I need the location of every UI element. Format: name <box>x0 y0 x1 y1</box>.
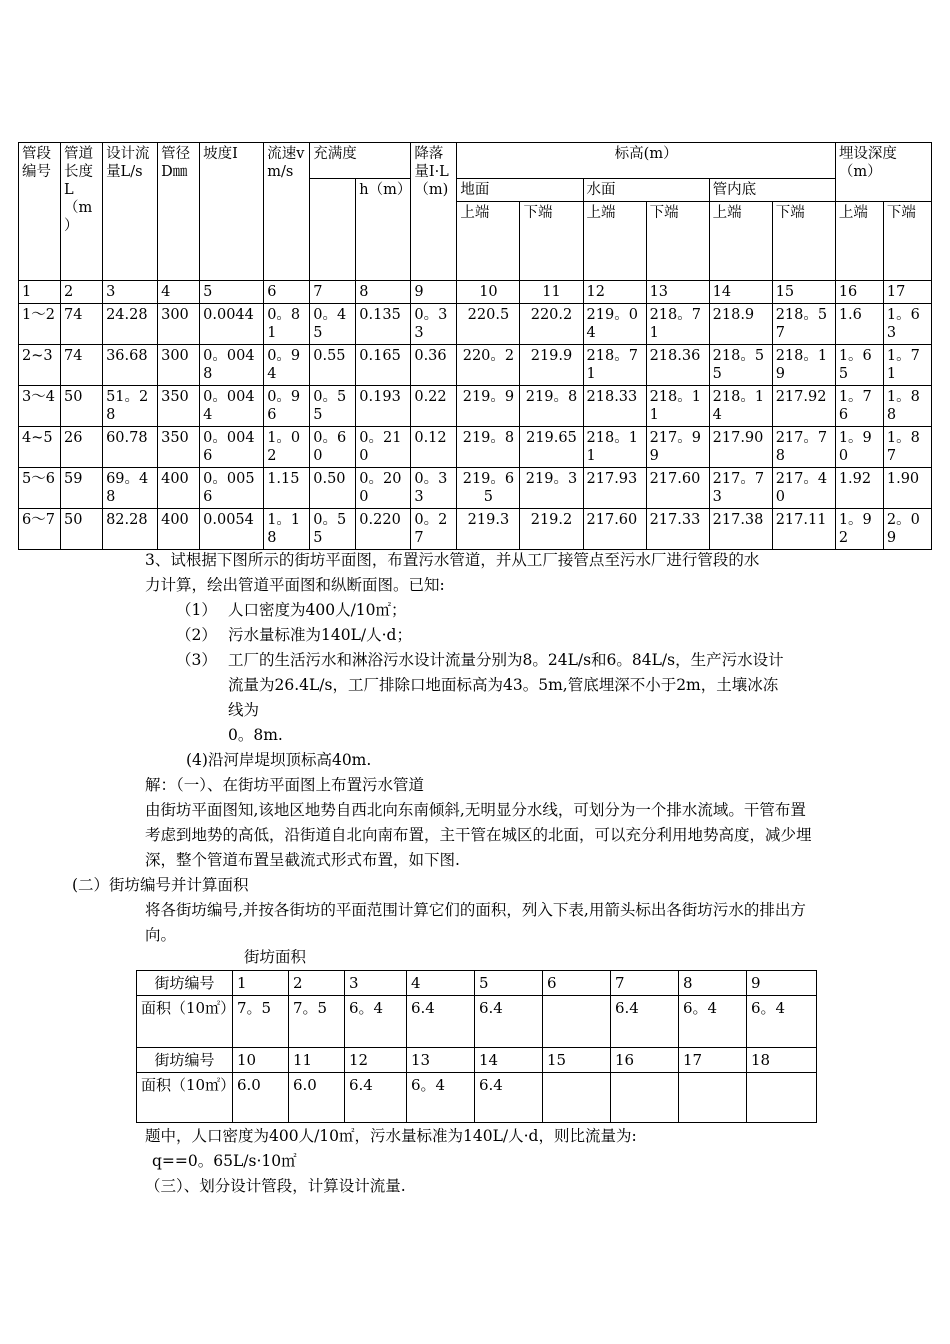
table-cell: 0。81 <box>264 304 310 345</box>
block-id-cell: 16 <box>611 1048 679 1073</box>
table-cell: 220.2 <box>520 304 583 345</box>
header-water-upper: 上端 <box>583 202 646 281</box>
table-cell: 0。96 <box>264 386 310 427</box>
block-id-cell: 13 <box>407 1048 475 1073</box>
table-cell: 0。200 <box>356 468 411 509</box>
block-area-label: 面积（10㎡） <box>137 1073 233 1123</box>
block-id-cell: 7 <box>611 971 679 996</box>
block-id-cell: 6 <box>543 971 611 996</box>
table-cell: 219.2 <box>520 509 583 550</box>
header-length: 管道长度L（m） <box>61 143 103 281</box>
header-ground-lower: 下端 <box>520 202 583 281</box>
block-id-label: 街坊编号 <box>137 971 233 996</box>
col-number: 10 <box>457 281 520 304</box>
col-number: 3 <box>103 281 158 304</box>
block-area-cell: 7。5 <box>289 996 345 1048</box>
table-cell: 1.90 <box>883 468 931 509</box>
table-cell: 74 <box>61 345 103 386</box>
header-flow: 设计流量L/s <box>103 143 158 281</box>
table-cell: 219。04 <box>583 304 646 345</box>
table-cell: 0。94 <box>264 345 310 386</box>
block-area-table <box>136 970 817 1123</box>
table-cell: 217。73 <box>709 468 772 509</box>
block-id-cell: 5 <box>475 971 543 996</box>
table-cell: 400 <box>158 468 200 509</box>
table-cell: 1.92 <box>835 468 883 509</box>
table-cell: 219。65 <box>457 468 520 509</box>
given-item-text: 人口密度为400人/10㎡； <box>228 601 407 619</box>
table-cell: 0.135 <box>356 304 411 345</box>
table-cell: 217。99 <box>646 427 709 468</box>
table-cell: 217.11 <box>772 509 835 550</box>
table-cell: 218。19 <box>772 345 835 386</box>
table-cell: 0。0056 <box>200 468 264 509</box>
table-cell: 1。18 <box>264 509 310 550</box>
header-fullness-blank <box>310 179 356 281</box>
table-cell: 218。11 <box>583 427 646 468</box>
col-number: 16 <box>835 281 883 304</box>
table-cell: 218。71 <box>646 304 709 345</box>
table-cell: 2~3 <box>19 345 61 386</box>
table-cell: 4~5 <box>19 427 61 468</box>
table-cell: 1。87 <box>883 427 931 468</box>
table-cell: 219.65 <box>520 427 583 468</box>
table-cell: 0。27 <box>411 509 457 550</box>
block-area-label: 面积（10㎡） <box>137 996 233 1048</box>
block-area-cell <box>543 996 611 1048</box>
table-cell: 0。60 <box>310 427 356 468</box>
block-area-cell: 6.4 <box>407 996 475 1048</box>
after-text-1: 题中，人口密度为400人/10㎡，污水量标准为140L/人·d，则比流量为: <box>145 1127 637 1145</box>
given-item-text: 污水量标准为140L/人·d； <box>228 626 412 644</box>
col-number: 17 <box>883 281 931 304</box>
block-area-cell <box>543 1073 611 1123</box>
table-cell: 0。0048 <box>200 345 264 386</box>
table-cell: 24.28 <box>103 304 158 345</box>
table-cell: 50 <box>61 386 103 427</box>
after-section-3: （三）、划分设计管段，计算设计流量. <box>145 1177 406 1195</box>
col-number: 2 <box>61 281 103 304</box>
header-depth: 埋设深度（m） <box>835 143 931 202</box>
table-cell: 218。14 <box>709 386 772 427</box>
table-cell: 218。11 <box>646 386 709 427</box>
table-row <box>19 468 932 509</box>
given-item-1 <box>176 598 796 623</box>
header-elevation: 标高(m） <box>457 143 835 179</box>
problem-title-line1: 3、试根据下图所示的街坊平面图，布置污水管道，并从工厂接管点至污水厂进行管段的水 <box>145 551 760 569</box>
block-id-cell: 4 <box>407 971 475 996</box>
table-cell: 218。71 <box>583 345 646 386</box>
table-cell: 0.0044 <box>200 304 264 345</box>
header-fullness: 充满度 <box>310 143 411 179</box>
block-area-cell: 6。4 <box>679 996 747 1048</box>
table-cell: 350 <box>158 427 200 468</box>
table-cell: 219。9 <box>457 386 520 427</box>
table-cell: 217.33 <box>646 509 709 550</box>
table-cell: 220.5 <box>457 304 520 345</box>
table-cell: 217。78 <box>772 427 835 468</box>
table-cell: 0.220 <box>356 509 411 550</box>
given-item-4: (4)沿河岸堤坝顶标高40m. <box>186 751 372 769</box>
table-cell: 50 <box>61 509 103 550</box>
header-invert-upper: 上端 <box>709 202 772 281</box>
block-area-cell: 6.0 <box>233 1073 289 1123</box>
table-cell: 51。28 <box>103 386 158 427</box>
table-cell: 218.9 <box>709 304 772 345</box>
table-cell: 26 <box>61 427 103 468</box>
col-number: 11 <box>520 281 583 304</box>
col-number: 4 <box>158 281 200 304</box>
table-cell: 219。8 <box>520 386 583 427</box>
block-area-cell: 7。5 <box>233 996 289 1048</box>
table-cell: 0.193 <box>356 386 411 427</box>
table-cell: 1。88 <box>883 386 931 427</box>
block-id-cell: 9 <box>747 971 817 996</box>
table-cell: 1。71 <box>883 345 931 386</box>
block-area-cell <box>679 1073 747 1123</box>
table-cell: 1。02 <box>264 427 310 468</box>
block-area-cell: 6。4 <box>747 996 817 1048</box>
table-row <box>19 427 932 468</box>
table-cell: 5～6 <box>19 468 61 509</box>
table-cell: 300 <box>158 345 200 386</box>
table-cell: 0。45 <box>310 304 356 345</box>
header-depth-upper: 上端 <box>835 202 883 281</box>
table-cell: 82.28 <box>103 509 158 550</box>
table-cell: 69。48 <box>103 468 158 509</box>
block-id-cell: 12 <box>345 1048 407 1073</box>
section-2-title: (二）街坊编号并计算面积 <box>72 876 249 894</box>
table-cell: 1。90 <box>835 427 883 468</box>
col-number: 14 <box>709 281 772 304</box>
col-number: 5 <box>200 281 264 304</box>
header-ground: 地面 <box>457 179 583 202</box>
table-cell: 0。33 <box>411 468 457 509</box>
table-cell: 217.60 <box>583 509 646 550</box>
table-cell: 1。76 <box>835 386 883 427</box>
block-id-cell: 3 <box>345 971 407 996</box>
section-2-paragraph: 将各街坊编号,并按各街坊的平面范围计算它们的面积，列入下表,用箭头标出各街坊污水的排出方向。 <box>145 901 806 944</box>
block-id-label: 街坊编号 <box>137 1048 233 1073</box>
header-ground-upper: 上端 <box>457 202 520 281</box>
after-formula: q==0。65L/s·10㎡ <box>152 1152 297 1170</box>
block-id-cell: 15 <box>543 1048 611 1073</box>
table-cell: 218.36 <box>646 345 709 386</box>
table-cell: 0.55 <box>310 345 356 386</box>
header-slope: 坡度I <box>200 143 264 281</box>
table-cell: 217.90 <box>709 427 772 468</box>
table-cell: 0.22 <box>411 386 457 427</box>
problem-title-line2: 力计算，绘出管道平面图和纵断面图。已知: <box>145 576 445 594</box>
block-id-cell: 14 <box>475 1048 543 1073</box>
table-cell: 1.15 <box>264 468 310 509</box>
block-id-cell: 18 <box>747 1048 817 1073</box>
block-area-cell: 6.4 <box>475 1073 543 1123</box>
header-depth-lower: 下端 <box>883 202 931 281</box>
col-number: 6 <box>264 281 310 304</box>
col-number: 8 <box>356 281 411 304</box>
block-id-cell: 10 <box>233 1048 289 1073</box>
table-cell: 59 <box>61 468 103 509</box>
col-number: 15 <box>772 281 835 304</box>
hydraulic-calc-table <box>18 142 932 550</box>
block-id-cell: 11 <box>289 1048 345 1073</box>
table-cell: 217.93 <box>583 468 646 509</box>
table-cell: 219。3 <box>520 468 583 509</box>
table-cell: 219.3 <box>457 509 520 550</box>
table-cell: 300 <box>158 304 200 345</box>
block-area-cell: 6。4 <box>345 996 407 1048</box>
table-cell: 217。40 <box>772 468 835 509</box>
table-cell: 0.12 <box>411 427 457 468</box>
table-body <box>19 304 932 550</box>
given-item-3-tail: 0。8m. <box>228 726 283 744</box>
table-cell: 220。2 <box>457 345 520 386</box>
given-item-2 <box>176 623 796 648</box>
block-area-cell: 6.4 <box>345 1073 407 1123</box>
header-water: 水面 <box>583 179 709 202</box>
header-diameter: 管径D㎜ <box>158 143 200 281</box>
table-cell: 219.9 <box>520 345 583 386</box>
given-item-number: （2） <box>176 626 217 644</box>
col-number: 9 <box>411 281 457 304</box>
table-row <box>19 386 932 427</box>
col-number: 13 <box>646 281 709 304</box>
table-cell: 1～2 <box>19 304 61 345</box>
table-cell: 3～4 <box>19 386 61 427</box>
col-number: 12 <box>583 281 646 304</box>
table-cell: 350 <box>158 386 200 427</box>
block-area-cell: 6.4 <box>475 996 543 1048</box>
solution-title: 解：（一）、在街坊平面图上布置污水管道 <box>145 776 425 794</box>
table-cell: 74 <box>61 304 103 345</box>
table-cell: 0。55 <box>310 386 356 427</box>
table-cell: 0.36 <box>411 345 457 386</box>
table-cell: 1。92 <box>835 509 883 550</box>
block-area-cell: 6.4 <box>611 996 679 1048</box>
table-cell: 217.60 <box>646 468 709 509</box>
table-cell: 218。55 <box>709 345 772 386</box>
table-cell: 0.165 <box>356 345 411 386</box>
table-cell: 36.68 <box>103 345 158 386</box>
given-item-number: （1） <box>176 601 217 619</box>
solution-paragraph-1: 由街坊平面图知,该地区地势自西北向东南倾斜,无明显分水线，可划分为一个排水流域。干管布置考虑到地势的高低，沿街道自北向南布置，主干管在城区的北面，可以充分利用地势高度，减少埋深，整个管道布置呈截流式形式布置，如下图. <box>145 801 812 869</box>
given-item-text: 工厂的生活污水和淋浴污水设计流量分别为8。24L/s和6。84L/s，生产污水设计流量为26.4L/s，工厂排除口地面标高为43。5m,管底埋深不小于2m，土壤冰冻线为 <box>228 651 784 719</box>
table-row <box>19 345 932 386</box>
header-invert: 管内底 <box>709 179 835 202</box>
table-cell: 1。65 <box>835 345 883 386</box>
block-area-cell <box>611 1073 679 1123</box>
block-area-cell <box>747 1073 817 1123</box>
header-velocity: 流速v m/s <box>264 143 310 281</box>
table-row <box>19 509 932 550</box>
table-cell: 0.0054 <box>200 509 264 550</box>
area-table-caption: 街坊面积 <box>244 948 307 966</box>
block-area-cell: 6.0 <box>289 1073 345 1123</box>
header-drop: 降落量I·L（m) <box>411 143 457 281</box>
table-cell: 0。0044 <box>200 386 264 427</box>
col-number: 7 <box>310 281 356 304</box>
header-invert-lower: 下端 <box>772 202 835 281</box>
given-item-number: （3） <box>176 651 217 669</box>
header-water-lower: 下端 <box>646 202 709 281</box>
table-cell: 0。210 <box>356 427 411 468</box>
table-cell: 0。0046 <box>200 427 264 468</box>
block-id-cell: 2 <box>289 971 345 996</box>
header-segment: 管段编号 <box>19 143 61 281</box>
table-cell: 0。33 <box>411 304 457 345</box>
table-cell: 217.92 <box>772 386 835 427</box>
table-cell: 1.6 <box>835 304 883 345</box>
table-cell: 400 <box>158 509 200 550</box>
table-cell: 2。09 <box>883 509 931 550</box>
block-id-cell: 17 <box>679 1048 747 1073</box>
table-cell: 0.50 <box>310 468 356 509</box>
table-cell: 219。8 <box>457 427 520 468</box>
table-cell: 60.78 <box>103 427 158 468</box>
table-row <box>19 304 932 345</box>
table-cell: 218.33 <box>583 386 646 427</box>
col-number: 1 <box>19 281 61 304</box>
block-id-cell: 8 <box>679 971 747 996</box>
table-cell: 217.38 <box>709 509 772 550</box>
block-area-cell: 6。4 <box>407 1073 475 1123</box>
table-cell: 0。55 <box>310 509 356 550</box>
given-item-3 <box>176 648 796 723</box>
header-h: h（m） <box>356 179 411 281</box>
table-cell: 218。57 <box>772 304 835 345</box>
block-id-cell: 1 <box>233 971 289 996</box>
table-cell: 1。63 <box>883 304 931 345</box>
table-cell: 6～7 <box>19 509 61 550</box>
